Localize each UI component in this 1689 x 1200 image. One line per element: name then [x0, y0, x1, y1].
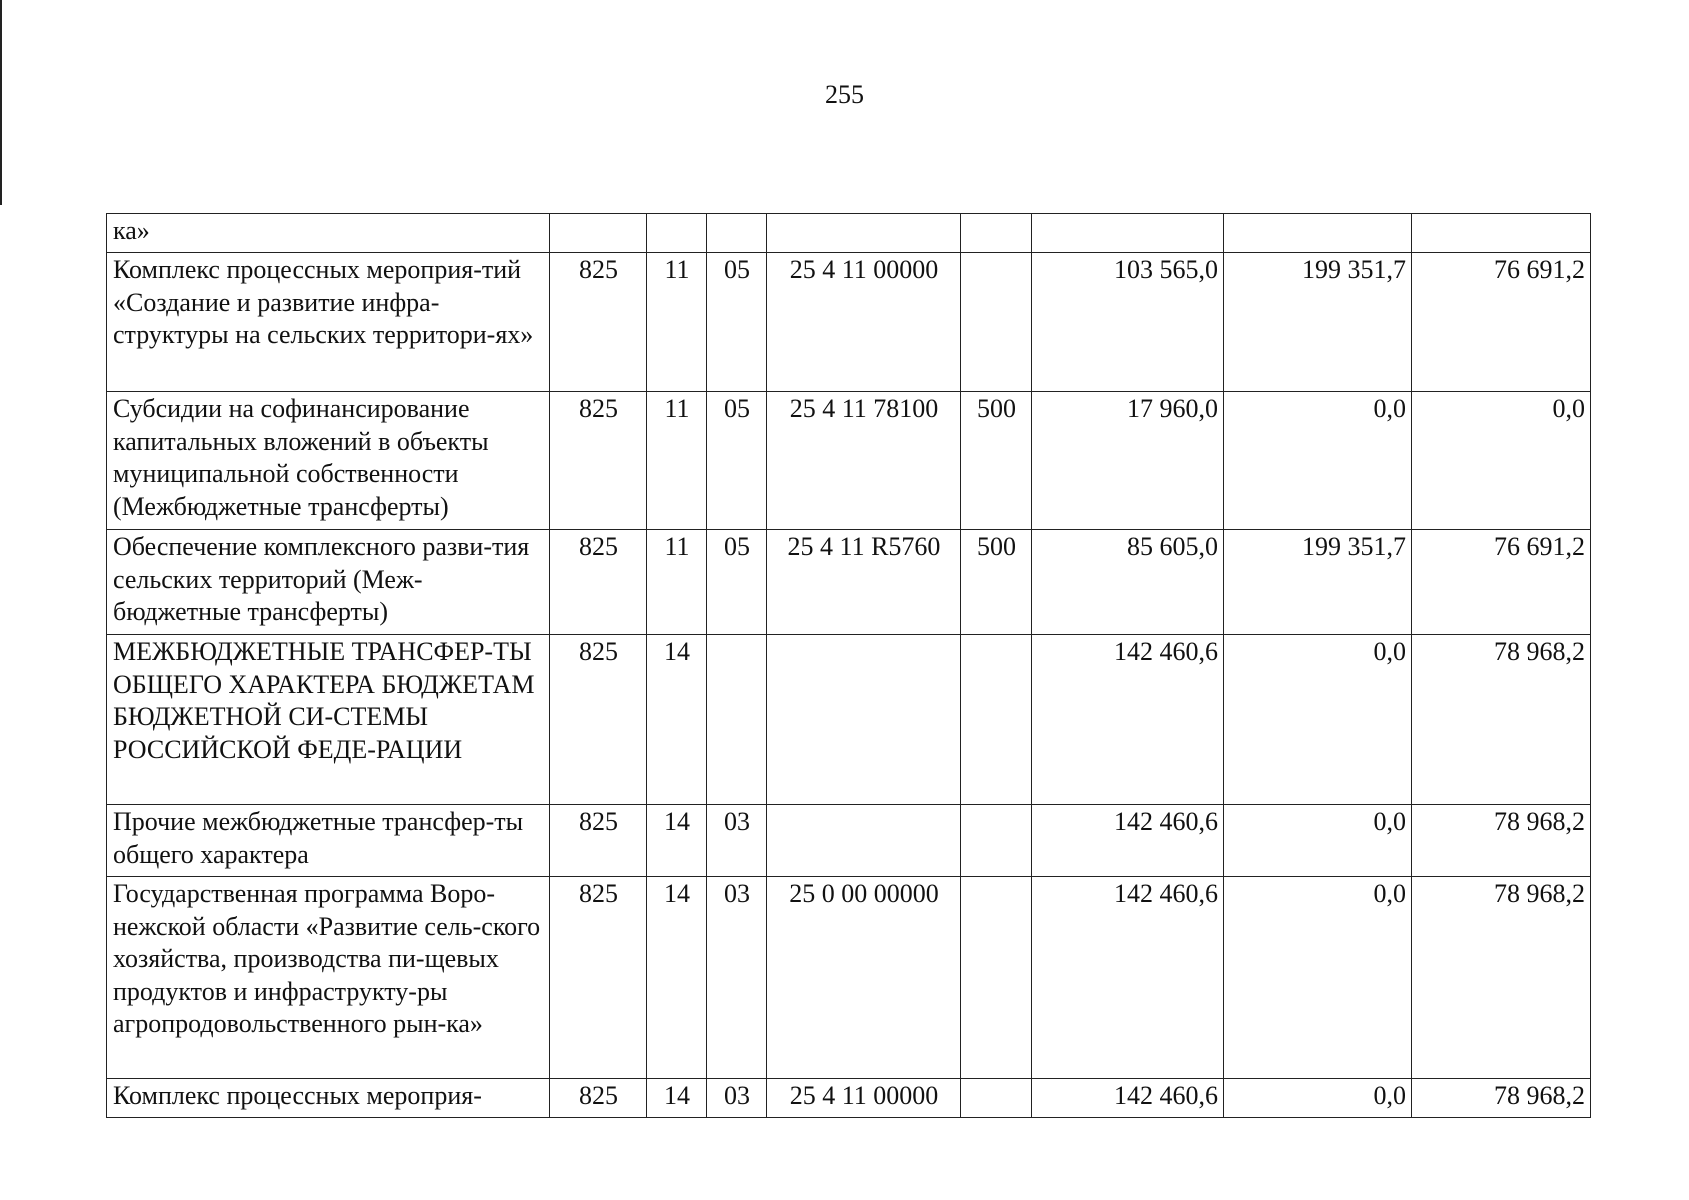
cell-section: 14 [647, 1079, 707, 1118]
cell-target: 25 0 00 00000 [767, 877, 961, 1079]
cell-admin: 825 [550, 1079, 647, 1118]
cell-section: 11 [647, 392, 707, 530]
cell-name: Комплекс процессных мероприя- [107, 1079, 550, 1118]
cell-admin: 825 [550, 805, 647, 877]
cell-name: ка» [107, 214, 550, 253]
cell-year1: 142 460,6 [1032, 635, 1224, 805]
cell-section: 14 [647, 635, 707, 805]
cell-section: 11 [647, 253, 707, 392]
cell-year2: 199 351,7 [1224, 253, 1412, 392]
cell-year2: 199 351,7 [1224, 530, 1412, 635]
table-row [107, 214, 1591, 253]
cell-year3: 0,0 [1412, 392, 1591, 530]
cell-admin: 825 [550, 635, 647, 805]
cell-section: 11 [647, 530, 707, 635]
cell-subsection: 05 [707, 392, 767, 530]
cell-admin: 825 [550, 530, 647, 635]
cell-target [767, 805, 961, 877]
cell-year3 [1412, 214, 1591, 253]
table-row [107, 392, 1591, 530]
cell-admin [550, 214, 647, 253]
cell-year1: 142 460,6 [1032, 805, 1224, 877]
cell-year1: 142 460,6 [1032, 877, 1224, 1079]
cell-type [961, 877, 1032, 1079]
table-row [107, 530, 1591, 635]
table-row [107, 1079, 1591, 1118]
cell-name: Прочие межбюджетные трансфер-ты общего характера [107, 805, 550, 877]
cell-admin: 825 [550, 877, 647, 1079]
cell-name: Субсидии на софинансирование капитальных вложений в объекты муниципальной собственности (Межбюджетные трансферты) [107, 392, 550, 530]
cell-subsection: 03 [707, 877, 767, 1079]
cell-year3: 78 968,2 [1412, 635, 1591, 805]
cell-target: 25 4 11 78100 [767, 392, 961, 530]
table-row [107, 635, 1591, 805]
cell-year1: 17 960,0 [1032, 392, 1224, 530]
cell-type [961, 805, 1032, 877]
cell-year2 [1224, 214, 1412, 253]
cell-section: 14 [647, 877, 707, 1079]
cell-type [961, 635, 1032, 805]
cell-target [767, 635, 961, 805]
table-row [107, 877, 1591, 1079]
cell-subsection: 05 [707, 253, 767, 392]
cell-target [767, 214, 961, 253]
cell-year2: 0,0 [1224, 392, 1412, 530]
cell-admin: 825 [550, 253, 647, 392]
cell-subsection: 03 [707, 805, 767, 877]
cell-year2: 0,0 [1224, 877, 1412, 1079]
cell-year1: 103 565,0 [1032, 253, 1224, 392]
cell-year3: 78 968,2 [1412, 1079, 1591, 1118]
cell-name: МЕЖБЮДЖЕТНЫЕ ТРАНСФЕР-ТЫ ОБЩЕГО ХАРАКТЕРА БЮДЖЕТАМ БЮДЖЕТНОЙ СИ-СТЕМЫ РОССИЙСКОЙ ФЕДЕ-РАЦИИ [107, 635, 550, 805]
cell-subsection [707, 214, 767, 253]
cell-target: 25 4 11 R5760 [767, 530, 961, 635]
cell-subsection [707, 635, 767, 805]
page-number: 255 [825, 80, 864, 109]
cell-target: 25 4 11 00000 [767, 253, 961, 392]
cell-name: Обеспечение комплексного разви-тия сельских территорий (Меж-бюджетные трансферты) [107, 530, 550, 635]
table-row [107, 805, 1591, 877]
cell-section [647, 214, 707, 253]
cell-year3: 76 691,2 [1412, 530, 1591, 635]
cell-year3: 76 691,2 [1412, 253, 1591, 392]
cell-type: 500 [961, 530, 1032, 635]
cell-name: Комплекс процессных мероприя-тий «Создание и развитие инфра-структуры на сельских территори-ях» [107, 253, 550, 392]
cell-year3: 78 968,2 [1412, 805, 1591, 877]
cell-type [961, 214, 1032, 253]
cell-year1 [1032, 214, 1224, 253]
cell-admin: 825 [550, 392, 647, 530]
cell-year1: 142 460,6 [1032, 1079, 1224, 1118]
cell-subsection: 03 [707, 1079, 767, 1118]
cell-type [961, 253, 1032, 392]
cell-section: 14 [647, 805, 707, 877]
cell-type: 500 [961, 392, 1032, 530]
cell-year1: 85 605,0 [1032, 530, 1224, 635]
table-row [107, 253, 1591, 392]
cell-target: 25 4 11 00000 [767, 1079, 961, 1118]
cell-name: Государственная программа Воро-нежской области «Развитие сель-ского хозяйства, производства пи-щевых продуктов и инфраструкту-ры агропродовольственного рын-ка» [107, 877, 550, 1079]
cell-year2: 0,0 [1224, 805, 1412, 877]
cell-type [961, 1079, 1032, 1118]
cell-subsection: 05 [707, 530, 767, 635]
budget-table [106, 213, 1591, 1118]
cell-year2: 0,0 [1224, 635, 1412, 805]
cell-year3: 78 968,2 [1412, 877, 1591, 1079]
cell-year2: 0,0 [1224, 1079, 1412, 1118]
